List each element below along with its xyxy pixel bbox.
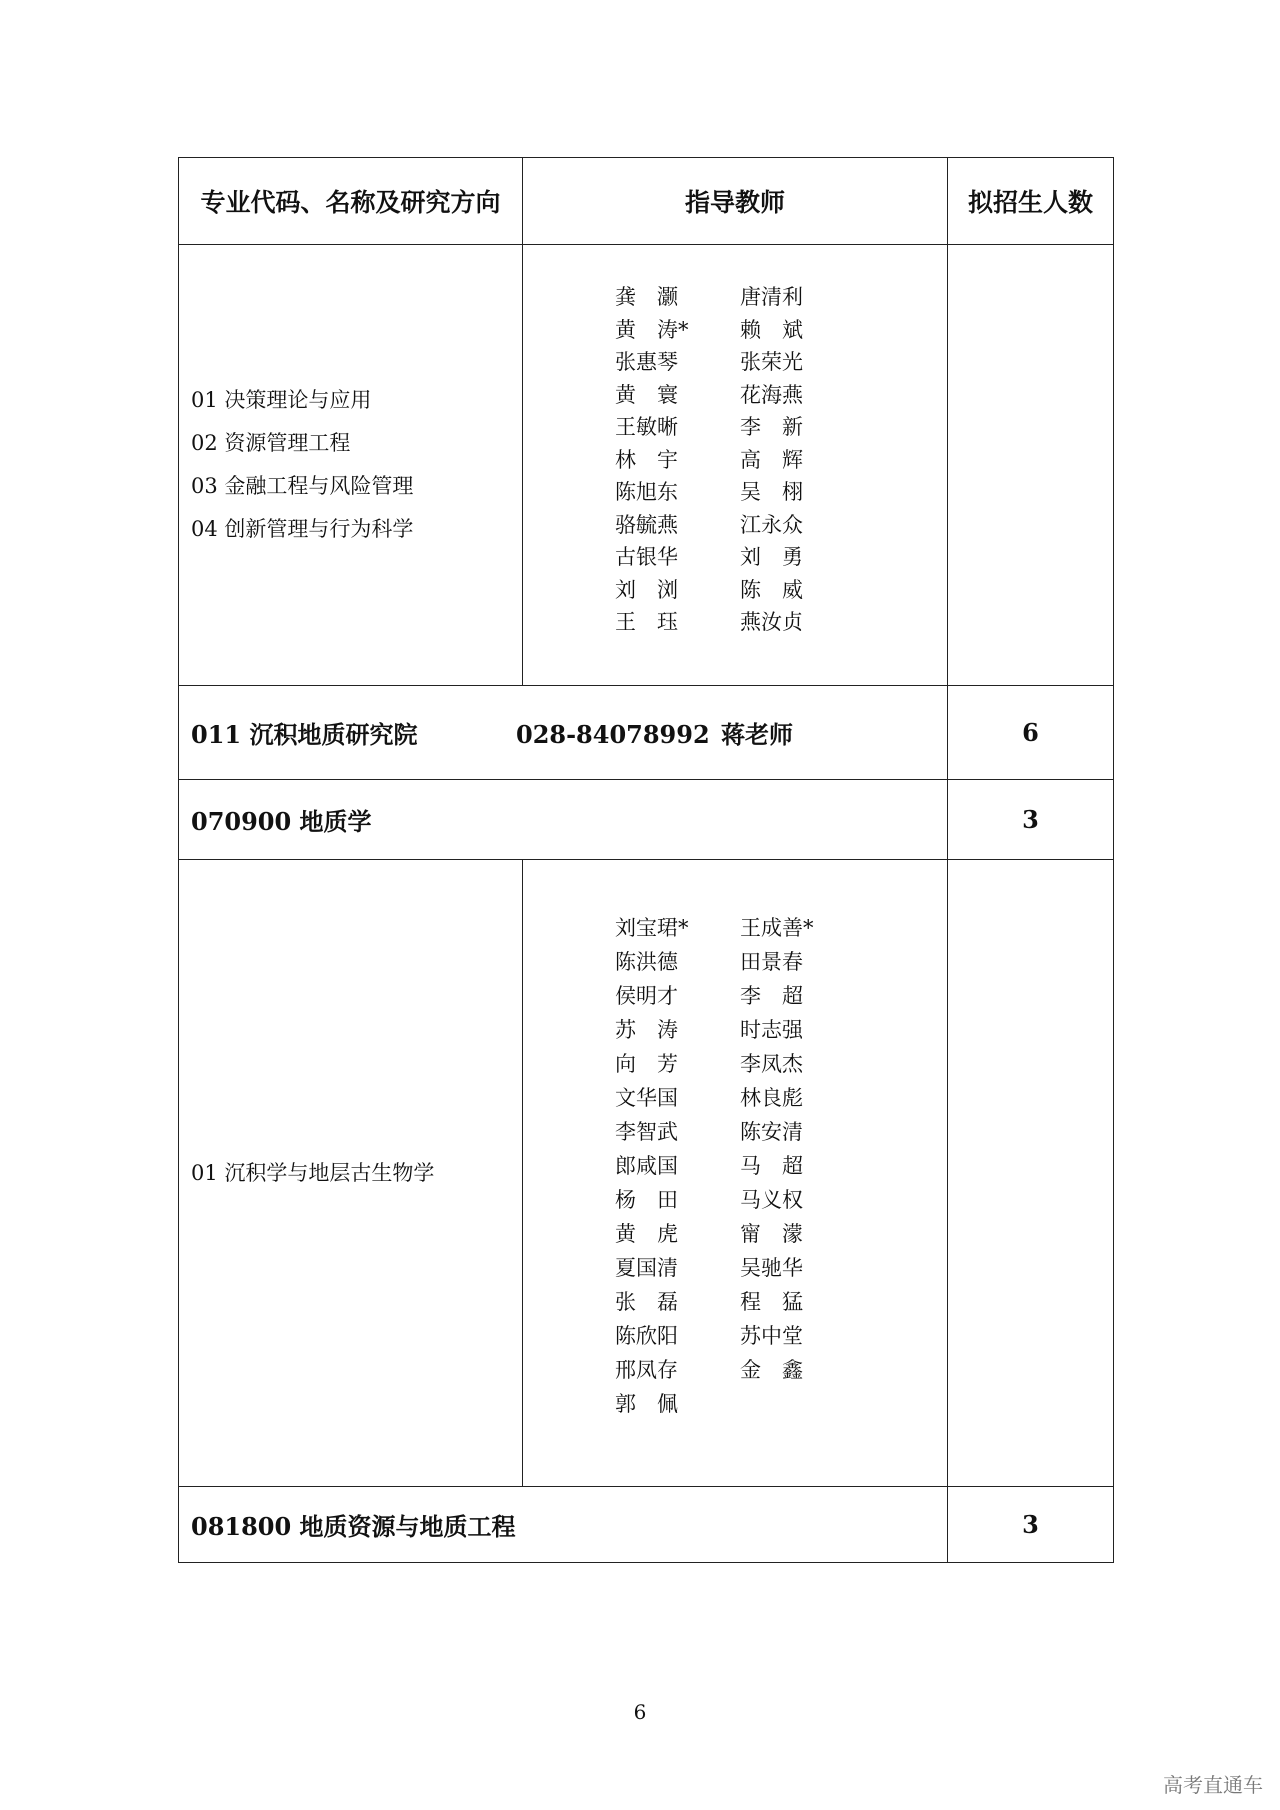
- tutor-name: 唐清利: [740, 285, 803, 310]
- tutor-row: [615, 281, 815, 314]
- institute-row: [179, 686, 1114, 780]
- tutor-name: 陈旭东: [615, 480, 678, 505]
- tutor-name: 燕汝贞: [740, 610, 803, 635]
- tutor-name: 赖 斌: [740, 317, 803, 342]
- tutor-name: 陈欣阳: [615, 1324, 678, 1348]
- tutor-row: [615, 509, 815, 542]
- tutor-name: 林 宇: [615, 447, 678, 472]
- major-resource-row: [179, 1487, 1114, 1563]
- tutor-row: [615, 1081, 815, 1115]
- tutor-name: 刘 勇: [740, 545, 803, 570]
- tutor-name: 苏中堂: [740, 1324, 803, 1348]
- tutor-name: 张 磊: [615, 1290, 678, 1314]
- count-cell-empty-2: [948, 860, 1114, 1487]
- tutor-name: 向 芳: [615, 1052, 678, 1076]
- tutor-name: 郎咸国: [615, 1154, 678, 1178]
- tutor-name: 刘宝珺*: [615, 916, 689, 940]
- tutor-row: [615, 1047, 815, 1081]
- major-geology-count: 3: [948, 780, 1114, 860]
- institute-info: [179, 686, 948, 780]
- tutor-row: [615, 411, 815, 444]
- research-direction: 01 沉积学与地层古生物学: [191, 1160, 435, 1185]
- tutor-name: 王成善*: [740, 916, 814, 940]
- tutor-name: 花海燕: [740, 382, 803, 407]
- tutor-name: 高 辉: [740, 447, 803, 472]
- tutor-row: [615, 476, 815, 509]
- tutor-row: [615, 1353, 815, 1387]
- tutor-name: 刘 浏: [615, 577, 678, 602]
- tutor-name: 李 超: [740, 984, 803, 1008]
- tutor-row: [615, 346, 815, 379]
- tutor-cell-1: [523, 245, 948, 686]
- admissions-table: [178, 157, 1114, 1563]
- tutor-row: [615, 1285, 815, 1319]
- tutor-row: [615, 574, 815, 607]
- table-header-row: [179, 158, 1114, 245]
- tutor-name: 张惠琴: [615, 350, 678, 375]
- tutor-name: 黄 寰: [615, 382, 678, 407]
- tutor-name: 陈洪德: [615, 950, 678, 974]
- major-resource-title: 081800 地质资源与地质工程: [179, 1487, 948, 1563]
- major-geology-title: 070900 地质学: [179, 780, 948, 860]
- header-major: 专业代码、名称及研究方向: [179, 158, 523, 245]
- tutor-name: 张荣光: [740, 350, 803, 375]
- tutor-list-1: [615, 281, 815, 639]
- major-geology-row: [179, 780, 1114, 860]
- tutor-row: [615, 444, 815, 477]
- tutor-name: 黄 涛*: [615, 317, 689, 342]
- tutor-name: 金 鑫: [740, 1358, 803, 1382]
- institute-name: 011 沉积地质研究院: [191, 720, 418, 749]
- research-direction: 03 金融工程与风险管理: [191, 474, 414, 498]
- page-number: 6: [633, 1700, 647, 1724]
- tutor-name: 王敏晰: [615, 415, 678, 440]
- tutor-name: 夏国清: [615, 1256, 678, 1280]
- tutor-name: 陈 威: [740, 577, 803, 602]
- tutor-row: [615, 1251, 815, 1285]
- tutor-row: [615, 1115, 815, 1149]
- institute-phone: 028-84078992: [516, 720, 710, 749]
- count-cell-empty-1: [948, 245, 1114, 686]
- tutor-name: 龚 灏: [615, 285, 678, 310]
- tutor-name: 李凤杰: [740, 1052, 803, 1076]
- tutor-name: 邢凤存: [615, 1358, 678, 1382]
- tutor-name: 王 珏: [615, 610, 678, 635]
- tutor-name: 陈安清: [740, 1120, 803, 1144]
- research-direction: 02 资源管理工程: [191, 431, 351, 455]
- tutor-name: [740, 1387, 815, 1421]
- tutor-name: 苏 涛: [615, 1018, 678, 1042]
- tutor-name: 吴驰华: [740, 1256, 803, 1280]
- tutor-name: 文华国: [615, 1086, 678, 1110]
- tutor-name: 田景春: [740, 950, 803, 974]
- tutor-row: [615, 1217, 815, 1251]
- tutor-row: [615, 1319, 815, 1353]
- header-count: 拟招生人数: [948, 158, 1114, 245]
- tutor-name: 马 超: [740, 1154, 803, 1178]
- tutor-row: [615, 1149, 815, 1183]
- tutor-row: [615, 1013, 815, 1047]
- tutor-list-2: [615, 911, 815, 1421]
- tutor-row: [615, 979, 815, 1013]
- tutor-name: 李 新: [740, 415, 803, 440]
- watermark-text: 高考直通车: [1163, 1773, 1263, 1797]
- research-direction: 01 决策理论与应用: [191, 388, 372, 412]
- geology-block-row: [179, 860, 1114, 1487]
- tutor-row: [615, 1387, 815, 1421]
- header-tutor: 指导教师: [523, 158, 948, 245]
- tutor-name: 杨 田: [615, 1188, 678, 1212]
- tutor-name: 黄 虎: [615, 1222, 678, 1246]
- tutor-name: 李智武: [615, 1120, 678, 1144]
- institute-count: 6: [948, 686, 1114, 780]
- tutor-cell-2: [523, 860, 948, 1487]
- research-direction: 04 创新管理与行为科学: [191, 517, 414, 541]
- research-directions-1: [179, 245, 523, 686]
- management-block-row: [179, 245, 1114, 686]
- tutor-row: [615, 379, 815, 412]
- tutor-row: [615, 541, 815, 574]
- tutor-name: 侯明才: [615, 984, 678, 1008]
- tutor-name: 骆毓燕: [615, 512, 678, 537]
- tutor-name: 江永众: [740, 512, 803, 537]
- tutor-row: [615, 945, 815, 979]
- tutor-name: 吴 栩: [740, 480, 803, 505]
- tutor-name: 甯 濛: [740, 1222, 803, 1246]
- tutor-name: 时志强: [740, 1018, 803, 1042]
- tutor-row: [615, 911, 815, 945]
- tutor-name: 马义权: [740, 1188, 803, 1212]
- institute-contact: 蒋老师: [721, 720, 793, 749]
- research-directions-2: [179, 860, 523, 1487]
- tutor-row: [615, 1183, 815, 1217]
- tutor-row: [615, 606, 815, 639]
- tutor-name: 程 猛: [740, 1290, 803, 1314]
- tutor-name: 郭 佩: [615, 1392, 678, 1416]
- major-resource-count: 3: [948, 1487, 1114, 1563]
- tutor-name: 古银华: [615, 545, 678, 570]
- tutor-row: [615, 314, 815, 347]
- tutor-name: 林良彪: [740, 1086, 803, 1110]
